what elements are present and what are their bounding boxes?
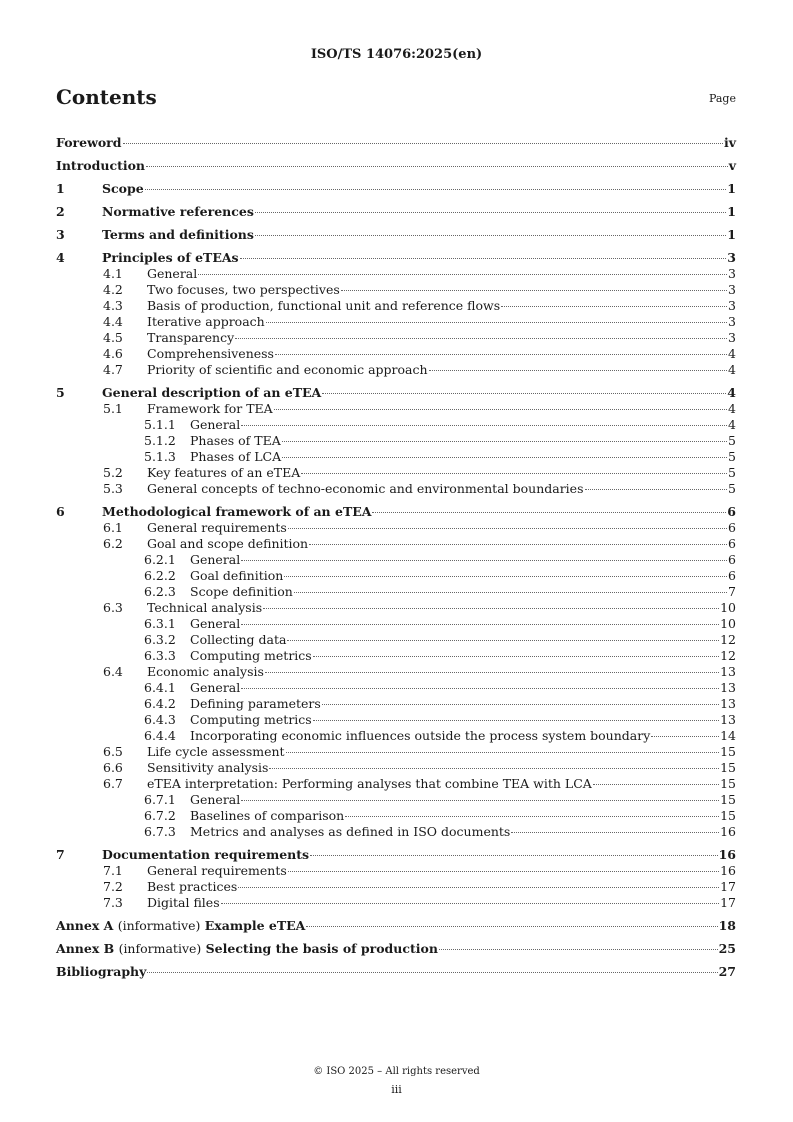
toc-entry-number: 6.2.1 bbox=[144, 552, 176, 567]
toc-entry[interactable] bbox=[56, 664, 736, 680]
toc-entry-number: 6.3.1 bbox=[144, 616, 176, 631]
toc-entry-page: 4 bbox=[728, 362, 736, 377]
toc-entry-page: 1 bbox=[727, 181, 736, 196]
toc-entry-number: 5.1 bbox=[103, 401, 123, 416]
toc-entry-title: General bbox=[190, 792, 241, 807]
toc-entry[interactable] bbox=[56, 314, 736, 330]
annex-title: Example eTEA bbox=[204, 918, 306, 933]
toc-entry-page: 13 bbox=[720, 664, 736, 679]
document-header: ISO/TS 14076:2025(en) bbox=[310, 47, 483, 62]
toc-entry-title: Principles of eTEAs bbox=[102, 250, 239, 265]
toc-entry-page: 15 bbox=[720, 808, 736, 823]
toc-entry-page: 15 bbox=[720, 760, 736, 775]
toc-annex-entry[interactable] bbox=[56, 941, 736, 957]
toc-entry[interactable] bbox=[56, 792, 736, 808]
toc-entry-title: Transparency bbox=[147, 330, 235, 345]
dot-leader bbox=[255, 235, 726, 236]
toc-entry-page: 1 bbox=[727, 227, 736, 242]
toc-entry-title: Framework for TEA bbox=[147, 401, 273, 416]
toc-entry-page: 25 bbox=[718, 941, 736, 956]
toc-entry-page: 4 bbox=[728, 346, 736, 361]
dot-leader bbox=[255, 212, 726, 213]
toc-entry[interactable] bbox=[56, 824, 736, 840]
toc-entry-page: 10 bbox=[720, 600, 736, 615]
toc-entry-title: Introduction bbox=[56, 158, 146, 173]
toc-entry[interactable] bbox=[56, 744, 736, 760]
toc-entry-number: 6.4 bbox=[103, 664, 123, 679]
toc-entry-number: 4.2 bbox=[103, 282, 123, 297]
toc-entry[interactable] bbox=[56, 158, 736, 174]
toc-entry-number: 6.1 bbox=[103, 520, 123, 535]
toc-entry-title: Scope bbox=[102, 181, 144, 196]
toc-entry[interactable] bbox=[56, 863, 736, 879]
toc-entry-number: 5.1.2 bbox=[144, 433, 176, 448]
toc-entry[interactable] bbox=[56, 298, 736, 314]
toc-entry-number: 7 bbox=[56, 847, 65, 862]
toc-entry-number: 7.1 bbox=[103, 863, 123, 878]
toc-entry-page: 5 bbox=[728, 433, 736, 448]
toc-entry-number: 6.2 bbox=[103, 536, 123, 551]
toc-entry-page: 4 bbox=[727, 385, 736, 400]
toc-entry-number: 6.3.2 bbox=[144, 632, 176, 647]
toc-entry-page: 6 bbox=[727, 504, 736, 519]
toc-entry[interactable] bbox=[56, 600, 736, 616]
dot-leader bbox=[241, 425, 727, 426]
toc-entry[interactable] bbox=[56, 632, 736, 648]
toc-entry[interactable] bbox=[56, 282, 736, 298]
toc-entry[interactable] bbox=[56, 760, 736, 776]
toc-entry[interactable] bbox=[56, 362, 736, 378]
toc-entry[interactable] bbox=[56, 568, 736, 584]
toc-entry-title: Phases of LCA bbox=[190, 449, 282, 464]
toc-entry-page: 5 bbox=[728, 481, 736, 496]
toc-entry-number: 3 bbox=[56, 227, 65, 242]
toc-entry-page: 16 bbox=[720, 824, 736, 839]
toc-entry-page: 3 bbox=[728, 282, 736, 297]
toc-entry[interactable] bbox=[56, 808, 736, 824]
toc-entry[interactable] bbox=[56, 648, 736, 664]
toc-entry-title: Computing metrics bbox=[190, 712, 312, 727]
toc-entry-page: 12 bbox=[720, 632, 736, 647]
dot-leader bbox=[240, 258, 727, 259]
toc-entry-title: Methodological framework of an eTEA bbox=[102, 504, 372, 519]
toc-entry-number: 1 bbox=[56, 181, 65, 196]
toc-entry-number: 5.2 bbox=[103, 465, 123, 480]
toc-entry[interactable] bbox=[56, 680, 736, 696]
dot-leader bbox=[123, 143, 723, 144]
toc-entry[interactable] bbox=[56, 385, 736, 401]
toc-entry-number: 4.1 bbox=[103, 266, 123, 281]
toc-entry-title: General bbox=[147, 266, 198, 281]
toc-entry-title: Comprehensiveness bbox=[147, 346, 274, 361]
toc-entry[interactable] bbox=[56, 417, 736, 433]
dot-leader bbox=[235, 338, 727, 339]
toc-entry-number: 6.4.1 bbox=[144, 680, 176, 695]
toc-entry-page: 3 bbox=[727, 250, 736, 265]
toc-entry-number: 6.4.4 bbox=[144, 728, 176, 743]
dot-leader bbox=[294, 592, 727, 593]
toc-entry-title: General requirements bbox=[147, 520, 287, 535]
dot-leader bbox=[313, 720, 719, 721]
toc-entry-page: 7 bbox=[728, 584, 736, 599]
toc-entry-title: Two focuses, two perspectives bbox=[147, 282, 340, 297]
dot-leader bbox=[585, 489, 728, 490]
toc-entry-page: 3 bbox=[728, 330, 736, 345]
toc-entry-number: 5.1.3 bbox=[144, 449, 176, 464]
toc-entry[interactable] bbox=[56, 712, 736, 728]
dot-leader bbox=[306, 926, 717, 927]
toc-entry-title: Digital files bbox=[147, 895, 220, 910]
toc-entry-number: 4.7 bbox=[103, 362, 123, 377]
dot-leader bbox=[372, 512, 726, 513]
dot-leader bbox=[322, 704, 719, 705]
toc-entry-number: 7.2 bbox=[103, 879, 123, 894]
toc-entry-title: Goal definition bbox=[190, 568, 284, 583]
dot-leader bbox=[198, 274, 727, 275]
dot-leader bbox=[147, 972, 717, 973]
toc-entry-number: 6.2.2 bbox=[144, 568, 176, 583]
toc-entry-number: 7.3 bbox=[103, 895, 123, 910]
dot-leader bbox=[241, 560, 727, 561]
toc-entry-number: 6.7.3 bbox=[144, 824, 176, 839]
toc-entry[interactable] bbox=[56, 552, 736, 568]
toc-entry[interactable] bbox=[56, 401, 736, 417]
toc-entry[interactable] bbox=[56, 481, 736, 497]
dot-leader bbox=[145, 189, 727, 190]
dot-leader bbox=[238, 887, 719, 888]
toc-entry-page: 5 bbox=[728, 465, 736, 480]
dot-leader bbox=[146, 166, 728, 167]
toc-entry-page: 5 bbox=[728, 449, 736, 464]
dot-leader bbox=[439, 949, 718, 950]
toc-entry[interactable] bbox=[56, 776, 736, 792]
dot-leader bbox=[282, 441, 727, 442]
toc-bibliography-entry[interactable] bbox=[56, 964, 736, 980]
annex-title: Selecting the basis of production bbox=[205, 941, 438, 956]
dot-leader bbox=[286, 752, 720, 753]
toc-entry-title: Economic analysis bbox=[147, 664, 264, 679]
toc-entry-title: Priority of scientific and economic approach bbox=[147, 362, 428, 377]
toc-entry-number: 5.3 bbox=[103, 481, 123, 496]
toc-entry-title bbox=[56, 918, 305, 934]
toc-entry-title: Basis of production, functional unit and reference flows bbox=[147, 298, 501, 313]
toc-entry[interactable] bbox=[56, 135, 736, 151]
dot-leader bbox=[282, 457, 727, 458]
page-column-label: Page bbox=[708, 92, 736, 105]
toc-entry-number: 6.5 bbox=[103, 744, 123, 759]
toc-entry-title: General bbox=[190, 417, 241, 432]
toc-entry-title: Scope definition bbox=[190, 584, 293, 599]
toc-entry[interactable] bbox=[56, 227, 736, 243]
dot-leader bbox=[288, 528, 727, 529]
toc-entry-number: 6.7.1 bbox=[144, 792, 176, 807]
toc-entry-title: Life cycle assessment bbox=[147, 744, 285, 759]
dot-leader bbox=[288, 871, 719, 872]
dot-leader bbox=[309, 544, 727, 545]
toc-entry[interactable] bbox=[56, 536, 736, 552]
toc-entry-page: 15 bbox=[720, 776, 736, 791]
dot-leader bbox=[266, 322, 727, 323]
toc-entry[interactable] bbox=[56, 204, 736, 220]
toc-entry-title: General requirements bbox=[147, 863, 287, 878]
toc-entry-number: 5.1.1 bbox=[144, 417, 176, 432]
toc-entry-title: Normative references bbox=[102, 204, 254, 219]
toc-entry-page: 6 bbox=[728, 520, 736, 535]
toc-entry-title: Baselines of comparison bbox=[190, 808, 345, 823]
toc-entry-page: 6 bbox=[728, 536, 736, 551]
toc-entry-title: General bbox=[190, 616, 241, 631]
dot-leader bbox=[287, 640, 719, 641]
toc-entry-title: Defining parameters bbox=[190, 696, 321, 711]
annex-type: (informative) bbox=[118, 941, 202, 956]
dot-leader bbox=[275, 354, 727, 355]
dot-leader bbox=[322, 393, 726, 394]
toc-entry-title: Bibliography bbox=[56, 964, 147, 979]
toc-entry-number: 6.7 bbox=[103, 776, 123, 791]
toc-entry-page: 17 bbox=[720, 879, 736, 894]
toc-entry-number: 4.6 bbox=[103, 346, 123, 361]
toc-entry[interactable] bbox=[56, 250, 736, 266]
toc-entry[interactable] bbox=[56, 895, 736, 911]
toc-entry-page: 6 bbox=[728, 568, 736, 583]
toc-entry-page: 6 bbox=[728, 552, 736, 567]
toc-entry-page: 13 bbox=[720, 712, 736, 727]
toc-entry-title: General bbox=[190, 552, 241, 567]
toc-entry-title: Foreword bbox=[56, 135, 122, 150]
toc-entry-title: General description of an eTEA bbox=[102, 385, 322, 400]
toc-entry-title: Documentation requirements bbox=[102, 847, 310, 862]
dot-leader bbox=[263, 608, 719, 609]
toc-entry-title bbox=[56, 941, 438, 957]
toc-entry-number: 6.6 bbox=[103, 760, 123, 775]
toc-entry-page: 17 bbox=[720, 895, 736, 910]
toc-entry-title: eTEA interpretation: Performing analyses that combine TEA with LCA bbox=[147, 776, 592, 791]
toc-entry-number: 6.4.2 bbox=[144, 696, 176, 711]
dot-leader bbox=[341, 290, 727, 291]
toc-entry-page: v bbox=[728, 158, 736, 173]
dot-leader bbox=[269, 768, 719, 769]
toc-entry-page: 3 bbox=[728, 266, 736, 281]
toc-entry-page: iv bbox=[723, 135, 736, 150]
dot-leader bbox=[593, 784, 719, 785]
toc-entry-page: 15 bbox=[720, 792, 736, 807]
toc-entry-title: General bbox=[190, 680, 241, 695]
toc-entry-title: Phases of TEA bbox=[190, 433, 281, 448]
page-number: iii bbox=[391, 1083, 402, 1096]
toc-entry-page: 1 bbox=[727, 204, 736, 219]
toc-entry[interactable] bbox=[56, 181, 736, 197]
dot-leader bbox=[313, 656, 719, 657]
toc-entry[interactable] bbox=[56, 433, 736, 449]
toc-entry-number: 4.4 bbox=[103, 314, 123, 329]
toc-entry-page: 13 bbox=[720, 696, 736, 711]
dot-leader bbox=[651, 736, 719, 737]
toc-entry-page: 27 bbox=[718, 964, 736, 979]
dot-leader bbox=[429, 370, 728, 371]
toc-entry-title: Iterative approach bbox=[147, 314, 265, 329]
toc-entry-page: 10 bbox=[720, 616, 736, 631]
toc-entry-page: 12 bbox=[720, 648, 736, 663]
toc-entry-number: 2 bbox=[56, 204, 65, 219]
table-of-contents bbox=[56, 128, 736, 980]
toc-entry-title: Sensitivity analysis bbox=[147, 760, 269, 775]
toc-entry[interactable] bbox=[56, 449, 736, 465]
page-title: Contents bbox=[56, 85, 157, 109]
toc-entry-page: 3 bbox=[728, 314, 736, 329]
toc-entry[interactable] bbox=[56, 330, 736, 346]
toc-entry-title: Best practices bbox=[147, 879, 238, 894]
toc-entry-title: Terms and definitions bbox=[102, 227, 254, 242]
toc-entry-number: 6.7.2 bbox=[144, 808, 176, 823]
toc-entry-title: Computing metrics bbox=[190, 648, 312, 663]
toc-entry-number: 4.5 bbox=[103, 330, 123, 345]
toc-entry-number: 6 bbox=[56, 504, 65, 519]
toc-entry-number: 6.4.3 bbox=[144, 712, 176, 727]
toc-entry-number: 4.3 bbox=[103, 298, 123, 313]
toc-entry-title: Collecting data bbox=[190, 632, 287, 647]
toc-entry-title: Incorporating economic influences outside the process system boundary bbox=[190, 728, 651, 743]
toc-entry-page: 15 bbox=[720, 744, 736, 759]
dot-leader bbox=[265, 672, 719, 673]
dot-leader bbox=[241, 800, 719, 801]
toc-entry[interactable] bbox=[56, 696, 736, 712]
toc-entry[interactable] bbox=[56, 465, 736, 481]
toc-entry-title: Technical analysis bbox=[147, 600, 263, 615]
dot-leader bbox=[284, 576, 727, 577]
toc-entry-page: 18 bbox=[718, 918, 736, 933]
toc-entry-page: 16 bbox=[718, 847, 736, 862]
dot-leader bbox=[345, 816, 719, 817]
copyright-footer: © ISO 2025 – All rights reserved bbox=[313, 1066, 480, 1077]
toc-entry[interactable] bbox=[56, 584, 736, 600]
toc-entry[interactable] bbox=[56, 520, 736, 536]
dot-leader bbox=[501, 306, 727, 307]
toc-entry[interactable] bbox=[56, 616, 736, 632]
toc-entry-title: General concepts of techno-economic and environmental boundaries bbox=[147, 481, 584, 496]
toc-entry-number: 4 bbox=[56, 250, 65, 265]
toc-entry-page: 16 bbox=[720, 863, 736, 878]
toc-entry-title: Goal and scope definition bbox=[147, 536, 309, 551]
toc-entry-number: 5 bbox=[56, 385, 65, 400]
toc-entry-number: 6.3 bbox=[103, 600, 123, 615]
toc-entry-title: Metrics and analyses as defined in ISO documents bbox=[190, 824, 511, 839]
toc-entry-page: 3 bbox=[728, 298, 736, 313]
toc-entry[interactable] bbox=[56, 879, 736, 895]
dot-leader bbox=[301, 473, 727, 474]
annex-type: (informative) bbox=[117, 918, 201, 933]
toc-entry[interactable] bbox=[56, 346, 736, 362]
annex-label: Annex B bbox=[56, 941, 115, 956]
toc-entry-page: 4 bbox=[728, 417, 736, 432]
toc-entry-title: Key features of an eTEA bbox=[147, 465, 301, 480]
dot-leader bbox=[511, 832, 719, 833]
toc-annex-entry[interactable] bbox=[56, 918, 736, 934]
toc-entry[interactable] bbox=[56, 728, 736, 744]
annex-label: Annex A bbox=[56, 918, 114, 933]
toc-entry-page: 14 bbox=[720, 728, 736, 743]
dot-leader bbox=[274, 409, 727, 410]
dot-leader bbox=[221, 903, 719, 904]
toc-entry-page: 13 bbox=[720, 680, 736, 695]
dot-leader bbox=[241, 688, 719, 689]
dot-leader bbox=[241, 624, 719, 625]
toc-entry-number: 6.2.3 bbox=[144, 584, 176, 599]
toc-entry-page: 4 bbox=[728, 401, 736, 416]
toc-entry[interactable] bbox=[56, 504, 736, 520]
toc-entry[interactable] bbox=[56, 266, 736, 282]
toc-entry[interactable] bbox=[56, 847, 736, 863]
toc-entry-number: 6.3.3 bbox=[144, 648, 176, 663]
dot-leader bbox=[310, 855, 718, 856]
